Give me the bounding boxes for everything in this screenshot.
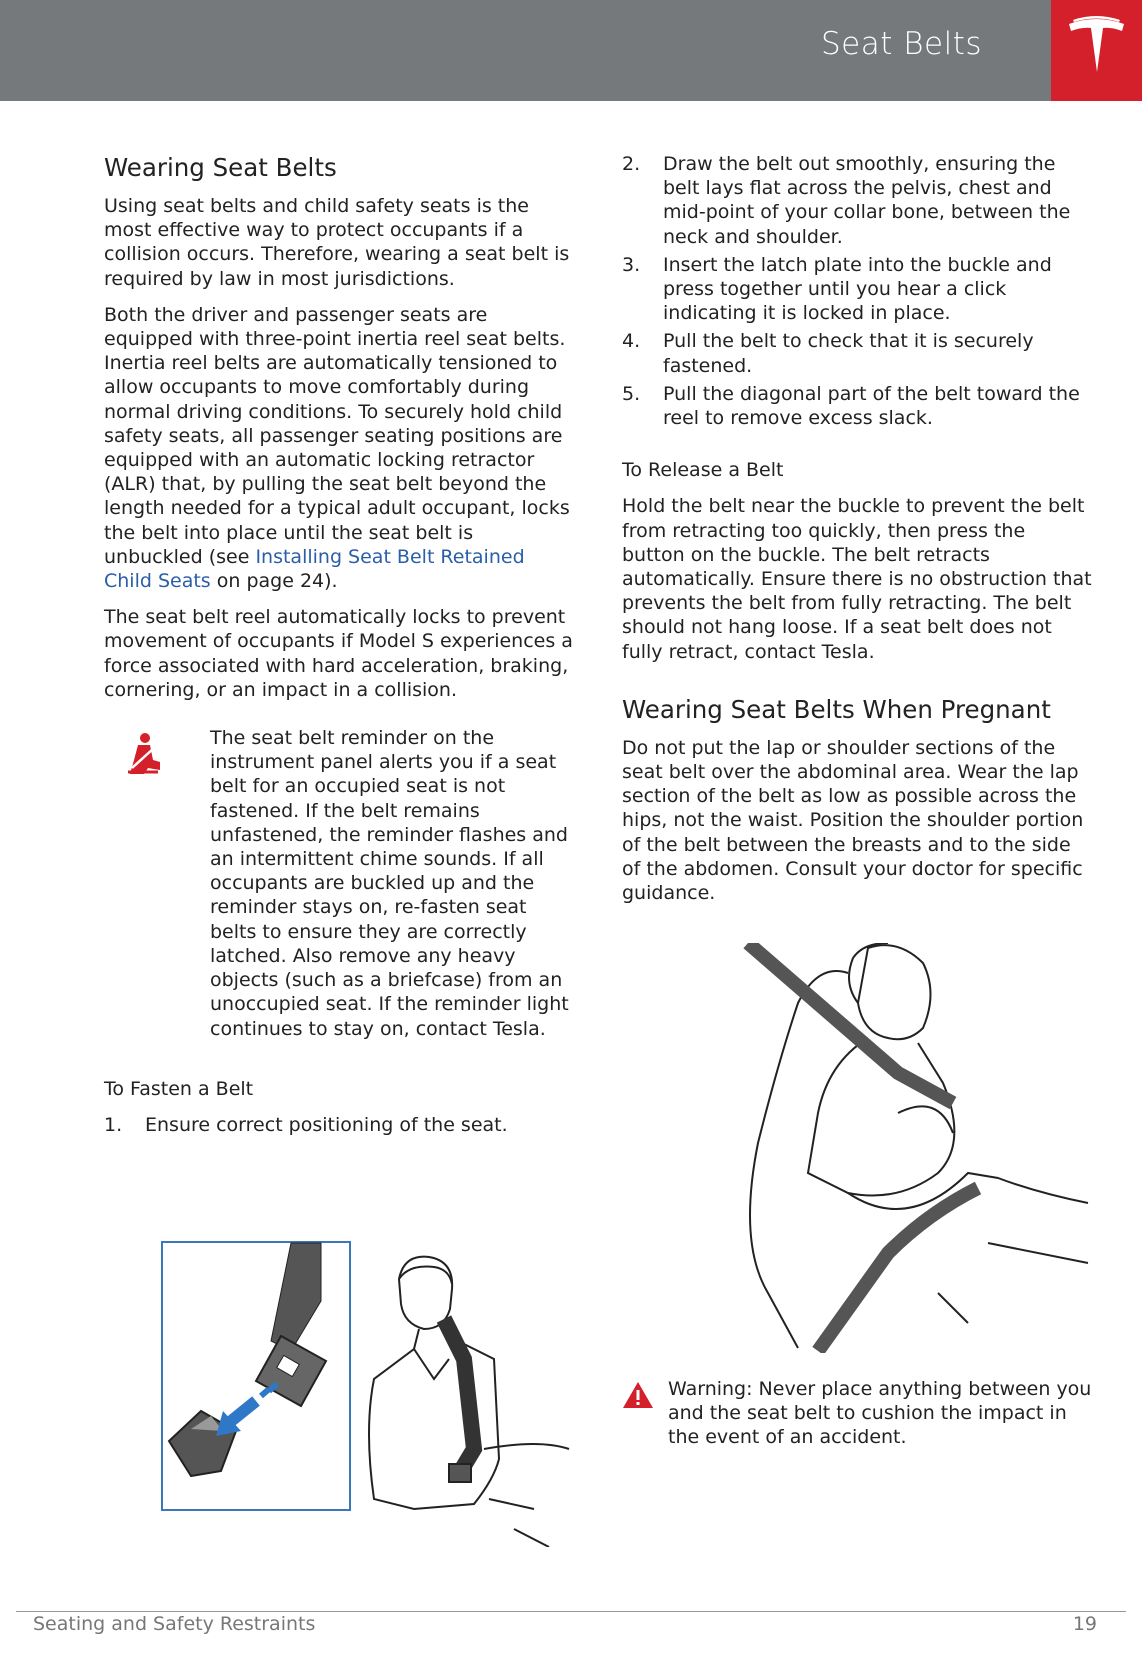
reminder-note xyxy=(104,726,576,1041)
step-number: 1. xyxy=(104,1113,123,1136)
link-child-seats[interactable]: Installing Seat Belt Retained Child Seats xyxy=(104,545,525,593)
step-text: Pull the diagonal part of the belt toward the reel to remove excess slack. xyxy=(663,382,1080,430)
man-buckling-illustration xyxy=(364,1249,574,1551)
seat-belt-reminder-icon xyxy=(104,726,210,1041)
page-title: Seat Belts xyxy=(820,26,982,62)
subheading-release: To Release a Belt xyxy=(622,459,784,482)
paragraph xyxy=(104,303,576,593)
footer-divider xyxy=(16,1611,1126,1612)
note-text: The seat belt reminder on the instrument panel alerts you if a seat belt for an occupied seat is not fastened. If the belt remains unfastened, the reminder flashes and an intermittent chime sounds. If all occupants are buckled up and the reminder stays on, re-fasten seat belts to ensure they are correctly latched. Also remove any heavy objects (such as a briefcase) from an unoccupied seat. If the reminder light continues to stay on, contact Tesla. xyxy=(210,727,569,1040)
text: on page 24). xyxy=(210,570,338,593)
step-text: Insert the latch plate into the buckle and press together until you hear a click indicating it is locked in place. xyxy=(663,253,1052,325)
list-item xyxy=(622,382,1092,430)
section-heading-wearing: Wearing Seat Belts xyxy=(104,153,337,182)
warning-note xyxy=(622,1377,1092,1450)
list-item xyxy=(622,152,1092,249)
step-number: 3. xyxy=(622,253,641,276)
tesla-logo xyxy=(1051,0,1142,101)
subheading-fasten: To Fasten a Belt xyxy=(104,1077,254,1100)
step-number: 4. xyxy=(622,330,641,353)
paragraph: Do not put the lap or shoulder sections of the seat belt over the abdominal area. Wear the lap section of the belt as low as possible across the hips, not the waist. Position the shoulder portion of the belt between the breasts and to the side of the abdomen. Consult your doctor for specific guidance. xyxy=(622,736,1084,905)
list-item xyxy=(622,253,1092,326)
list-item xyxy=(104,1113,576,1137)
warning-icon xyxy=(622,1377,668,1450)
left-column xyxy=(104,152,576,1141)
footer-section: Seating and Safety Restraints xyxy=(33,1613,316,1635)
step-text: Ensure correct positioning of the seat. xyxy=(145,1113,508,1136)
text: Both the driver and passenger seats are equipped with three-point inertia reel seat belts. Inertia reel belts are automatically tensioned to allow occupants to move comfortably during normal driving conditions. To securely hold child safety seats, all passenger seating positions are equipped with an automatic locking retractor (ALR) that, by pulling the seat belt beyond the length needed for a typical adult occupant, locks the belt into place until the seat belt is unbuckled (see xyxy=(104,303,570,568)
step-text: Pull the belt to check that it is securely fastened. xyxy=(663,330,1034,377)
buckle-illustration xyxy=(161,1241,351,1515)
paragraph: The seat belt reel automatically locks to prevent movement of occupants if Model S experiences a force associated with hard acceleration, braking, cornering, or an impact in a collision. xyxy=(104,606,573,701)
paragraph: Using seat belts and child safety seats is the most effective way to protect occupants if a collision occurs. Therefore, wearing a seat belt is required by law in most jurisdictions. xyxy=(104,195,570,290)
warning-text: Warning: Never place anything between you and the seat belt to cushion the impact in the event of an accident. xyxy=(668,1378,1092,1449)
pregnant-seat-belt-illustration xyxy=(738,943,1090,1357)
paragraph: Hold the belt near the buckle to prevent the belt from retracting too quickly, then press the button on the buckle. The belt retracts automatically. Ensure there is no obstruction that prevents the belt from fully retracting. The belt should not hang loose. If a seat belt does not fully retract, contact Tesla. xyxy=(622,495,1092,663)
page-header xyxy=(0,0,1142,101)
step-number: 2. xyxy=(622,153,641,175)
right-column xyxy=(622,152,1092,917)
page-number: 19 xyxy=(1072,1613,1097,1635)
list-item xyxy=(622,329,1092,377)
step-text: Draw the belt out smoothly, ensuring the belt lays flat across the pelvis, chest and mid-point of your collar bone, between the neck and shoulder. xyxy=(663,153,1071,248)
step-number: 5. xyxy=(622,382,641,405)
section-heading-pregnant: Wearing Seat Belts When Pregnant xyxy=(622,694,1051,724)
